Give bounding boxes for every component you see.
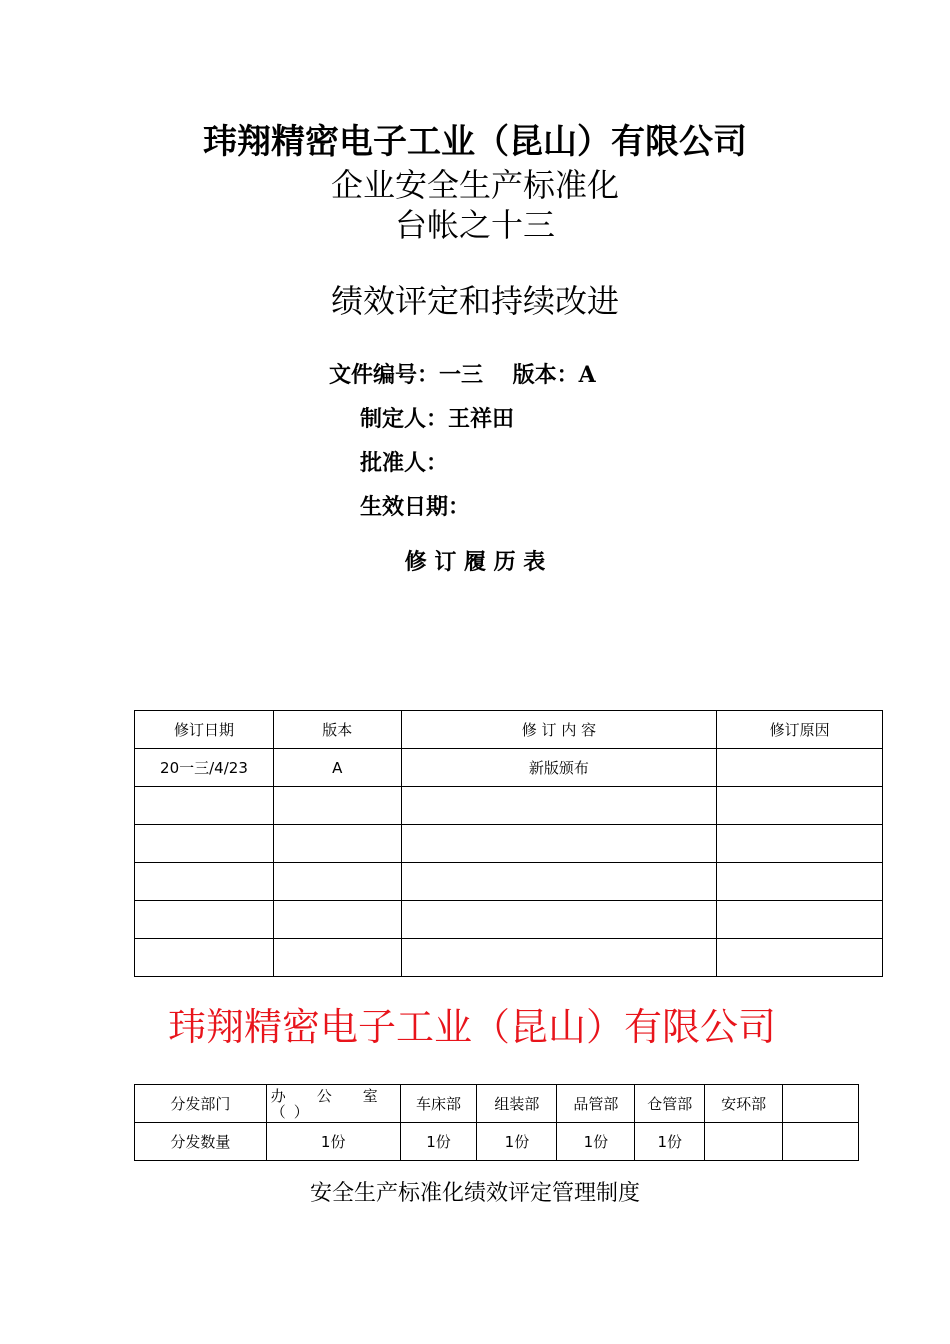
quantity-safety-env — [705, 1123, 783, 1161]
header-version: 版本 — [273, 711, 401, 749]
empty-cell — [717, 825, 883, 863]
revision-date-cell: 20一三/4/23 — [135, 749, 274, 787]
version-cell: A — [273, 749, 401, 787]
department-office: 办 公 室（） — [266, 1085, 400, 1123]
empty-cell — [401, 787, 717, 825]
distribution-quantity-label: 分发数量 — [135, 1123, 267, 1161]
revision-history-heading: 修 订 履 历 表 — [404, 549, 546, 575]
empty-cell — [401, 863, 717, 901]
empty-cell — [401, 901, 717, 939]
header-revision-date: 修订日期 — [135, 711, 274, 749]
department-lathe: 车床部 — [400, 1085, 477, 1123]
quantity-empty — [783, 1123, 859, 1161]
distribution-department-row — [135, 1085, 859, 1123]
empty-cell — [273, 901, 401, 939]
quantity-assembly: 1份 — [477, 1123, 557, 1161]
distribution-department-label: 分发部门 — [135, 1085, 267, 1123]
empty-cell — [401, 939, 717, 977]
header-revision-reason: 修订原因 — [717, 711, 883, 749]
revision-content-cell: 新版颁布 — [401, 749, 717, 787]
ledger-number: 台帐之十三 — [394, 206, 555, 244]
empty-cell — [135, 939, 274, 977]
empty-cell — [717, 939, 883, 977]
table-row — [135, 825, 883, 863]
department-warehouse: 仓管部 — [635, 1085, 705, 1123]
empty-cell — [401, 825, 717, 863]
distribution-quantity-row — [135, 1123, 859, 1161]
table-row — [135, 939, 883, 977]
approver-line: 批准人： — [360, 450, 449, 476]
distribution-table — [134, 1084, 859, 1161]
empty-cell — [135, 825, 274, 863]
table-row — [135, 901, 883, 939]
document-subtitle: 企业安全生产标准化 — [330, 166, 619, 204]
company-name-red: 玮翔精密电子工业（昆山）有限公司 — [168, 1005, 777, 1049]
quantity-quality: 1份 — [557, 1123, 635, 1161]
header-revision-content: 修 订 内 容 — [401, 711, 717, 749]
department-quality: 品管部 — [557, 1085, 635, 1123]
empty-cell — [273, 939, 401, 977]
department-safety-env: 安环部 — [705, 1085, 783, 1123]
empty-cell — [717, 863, 883, 901]
department-empty — [783, 1085, 859, 1123]
author-line: 制定人：王祥田 — [360, 406, 515, 432]
empty-cell — [135, 787, 274, 825]
company-title: 玮翔精密电子工业（昆山）有限公司 — [203, 122, 747, 162]
table-row — [135, 787, 883, 825]
empty-cell — [135, 863, 274, 901]
empty-cell — [273, 825, 401, 863]
empty-cell — [717, 901, 883, 939]
quantity-office: 1份 — [266, 1123, 400, 1161]
effective-date-line: 生效日期： — [360, 494, 471, 520]
empty-cell — [273, 863, 401, 901]
revision-reason-cell — [717, 749, 883, 787]
table-row — [135, 863, 883, 901]
quantity-lathe: 1份 — [400, 1123, 477, 1161]
file-number-version: 文件编号：一三 版本：A — [329, 362, 596, 388]
empty-cell — [273, 787, 401, 825]
revision-table — [134, 710, 883, 977]
department-assembly: 组装部 — [477, 1085, 557, 1123]
empty-cell — [717, 787, 883, 825]
quantity-warehouse: 1份 — [635, 1123, 705, 1161]
revision-header-row — [135, 711, 883, 749]
document-topic: 绩效评定和持续改进 — [330, 282, 619, 320]
empty-cell — [135, 901, 274, 939]
table-row — [135, 749, 883, 787]
footer-document-title: 安全生产标准化绩效评定管理制度 — [309, 1181, 640, 1206]
